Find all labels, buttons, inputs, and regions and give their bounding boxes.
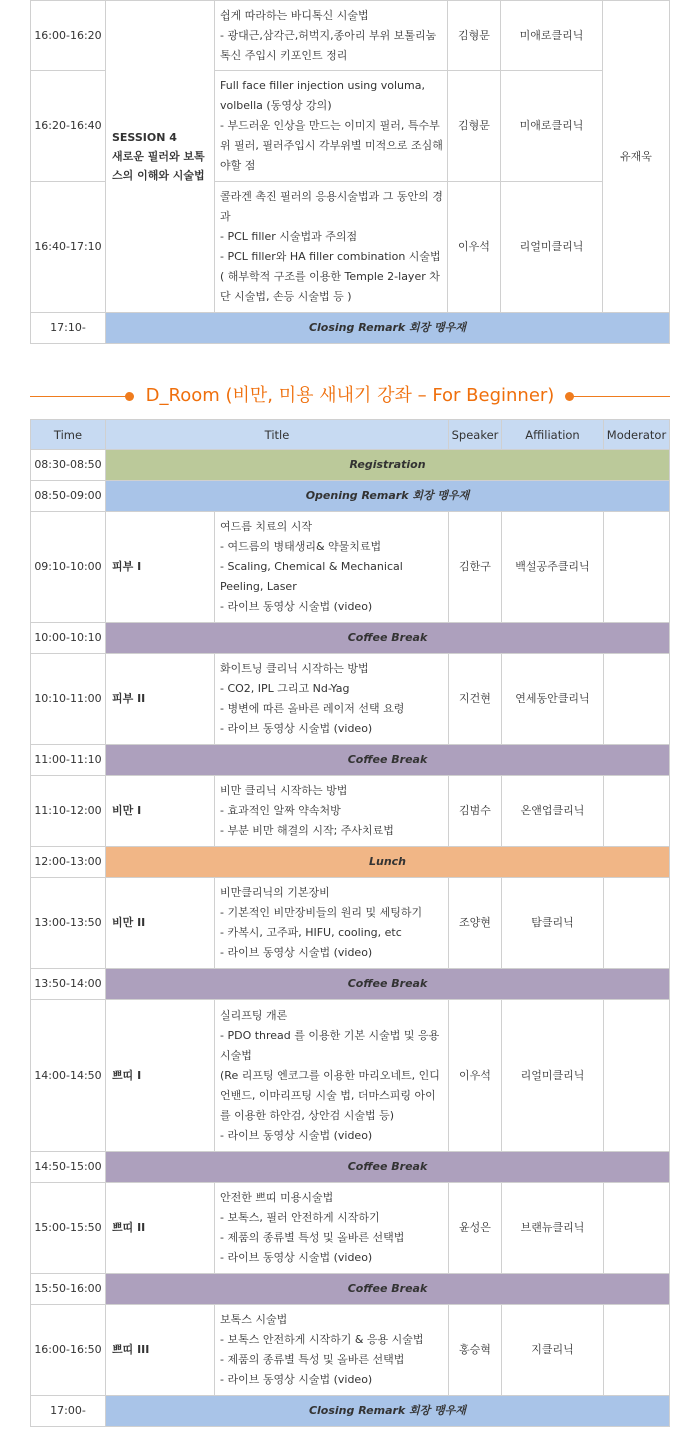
col-header-affiliation: Affiliation	[502, 420, 604, 450]
table-row: 13:00-13:50 비만 II 비만클리닉의 기본장비 - 기본적인 비만장비들의 원리 및 세팅하기 - 카복시, 고주파, HIFU, cooling, etc - 라이브 동영상 시술법 (video) 조양현 탐클리닉	[31, 878, 670, 969]
session-cell: 비만 II	[106, 878, 215, 969]
time-cell: 17:10-	[31, 313, 106, 344]
opening-remark-band: Opening Remark 회장 맹우재	[106, 481, 670, 512]
title-cell: 화이트닝 클리닉 시작하는 방법 - CO2, IPL 그리고 Nd-Yag - 병변에 따른 올바른 레이저 선택 요령 - 라이브 동영상 시술법 (video)	[215, 654, 449, 745]
d-room-table	[30, 419, 670, 1427]
room-heading	[0, 380, 700, 414]
session-cell: 피부 I	[106, 512, 215, 623]
table-row	[31, 1, 670, 71]
table-row: 15:00-15:50 쁘띠 II 안전한 쁘띠 미용시술법 - 보톡스, 필러 안전하게 시작하기 - 제품의 종류별 특성 및 올바른 선택법 - 라이브 동영상 시술법 (video) 윤성은 브랜뉴클리닉	[31, 1183, 670, 1274]
table-row: 11:10-12:00 비만 I 비만 클리닉 시작하는 방법 - 효과적인 알짜 약속처방 - 부분 비만 해결의 시작; 주사치료법 김범수 온앤업클리닉	[31, 776, 670, 847]
session-name: 새로운 필러와 보톡스의 이해와 시술법	[112, 150, 205, 182]
coffee-break-band: Coffee Break	[106, 969, 670, 1000]
speaker-cell: 이우석	[448, 182, 501, 313]
title-cell: 비만클리닉의 기본장비 - 기본적인 비만장비들의 원리 및 세팅하기 - 카복시, 고주파, HIFU, cooling, etc - 라이브 동영상 시술법 (video)	[215, 878, 449, 969]
closing-remark-band: Closing Remark 회장 맹우재	[106, 1396, 670, 1427]
session-cell: 쁘띠 III	[106, 1305, 215, 1396]
speaker-cell: 김형문	[448, 71, 501, 182]
session-cell: 쁘띠 I	[106, 1000, 215, 1152]
speaker-cell: 김형문	[448, 1, 501, 71]
title-cell: 쉽게 따라하는 바디톡신 시술법 - 광대근,삼각근,허벅지,종아리 부위 보툴리눔 톡신 주입시 키포인트 정리	[215, 1, 448, 71]
title-cell: 실리프팅 개론 - PDO thread 를 이용한 기본 시술법 및 응용시술법 (Re 리프팅 엔코그를 이용한 마리오네트, 인디언밴드, 이마리프팅 시술 법, 더마스피링 아이를 이용한 하안검, 상안검 시술법 등) - 라이브 동영상 시술법 (video)	[215, 1000, 449, 1152]
table-row: 08:50-09:00 Opening Remark 회장 맹우재	[31, 481, 670, 512]
table-row: 12:00-13:00 Lunch	[31, 847, 670, 878]
session-cell: 피부 II	[106, 654, 215, 745]
coffee-break-band: Coffee Break	[106, 1274, 670, 1305]
table-row: 16:00-16:50 쁘띠 III 보톡스 시술법 - 보톡스 안전하게 시작하기 & 응용 시술법 - 제품의 종류별 특성 및 올바른 선택법 - 라이브 동영상 시술법 (video) 홍승혁 지클리닉	[31, 1305, 670, 1396]
table-row: 08:30-08:50 Registration	[31, 450, 670, 481]
table-row: 15:50-16:00 Coffee Break	[31, 1274, 670, 1305]
coffee-break-band: Coffee Break	[106, 745, 670, 776]
table-row: 13:50-14:00 Coffee Break	[31, 969, 670, 1000]
title-cell: 비만 클리닉 시작하는 방법 - 효과적인 알짜 약속처방 - 부분 비만 해결의 시작; 주사치료법	[215, 776, 449, 847]
affiliation-cell: 리얼미클리닉	[501, 182, 603, 313]
title-cell: Full face filler injection using voluma, volbella (동영상 강의) - 부드러운 인상을 만드는 이미지 필러, 특수부위 필러, 필러주입시 각부위별 미적으로 조심해야할 점	[215, 71, 448, 182]
session-cell: 비만 I	[106, 776, 215, 847]
col-header-moderator: Moderator	[604, 420, 670, 450]
session-cell: 쁘띠 II	[106, 1183, 215, 1274]
table-row: 11:00-11:10 Coffee Break	[31, 745, 670, 776]
table-row	[31, 313, 670, 344]
affiliation-cell: 미애로클리닉	[501, 71, 603, 182]
table-row: 14:50-15:00 Coffee Break	[31, 1152, 670, 1183]
table-row: 14:00-14:50 쁘띠 I 실리프팅 개론 - PDO thread 를 이용한 기본 시술법 및 응용시술법 (Re 리프팅 엔코그를 이용한 마리오네트, 인디언밴드, 이마리프팅 시술 법, 더마스피링 아이를 이용한 하안검, 상안검 시술법 등) - 라이브 동영상 시술법 (video) 이우석 리얼미클리닉	[31, 1000, 670, 1152]
closing-remark-band: Closing Remark 회장 맹우재	[106, 313, 670, 344]
session-code: SESSION 4	[112, 131, 177, 144]
table-row: 09:10-10:00 피부 I 여드름 치료의 시작 - 여드름의 병태생리& 약물치료법 - Scaling, Chemical & Mechanical Peeling, Laser - 라이브 동영상 시술법 (video) 김한구 백설공주클리닉	[31, 512, 670, 623]
moderator-cell: 유재욱	[603, 1, 670, 313]
col-header-speaker: Speaker	[449, 420, 502, 450]
col-header-time: Time	[31, 420, 106, 450]
table-row: 10:00-10:10 Coffee Break	[31, 623, 670, 654]
table-header-row	[31, 420, 670, 450]
title-cell: 여드름 치료의 시작 - 여드름의 병태생리& 약물치료법 - Scaling, Chemical & Mechanical Peeling, Laser - 라이브 동영상 시술법 (video)	[215, 512, 449, 623]
coffee-break-band: Coffee Break	[106, 623, 670, 654]
table-row: 10:10-11:00 피부 II 화이트닝 클리닉 시작하는 방법 - CO2, IPL 그리고 Nd-Yag - 병변에 따른 올바른 레이저 선택 요령 - 라이브 동영상 시술법 (video) 지건현 연세동안클리닉	[31, 654, 670, 745]
time-cell: 16:00-16:20	[31, 1, 106, 71]
title-cell: 안전한 쁘띠 미용시술법 - 보톡스, 필러 안전하게 시작하기 - 제품의 종류별 특성 및 올바른 선택법 - 라이브 동영상 시술법 (video)	[215, 1183, 449, 1274]
table-row: 17:00- Closing Remark 회장 맹우재	[31, 1396, 670, 1427]
col-header-title: Title	[106, 420, 449, 450]
coffee-break-band: Coffee Break	[106, 1152, 670, 1183]
time-cell: 16:40-17:10	[31, 182, 106, 313]
room-title: D_Room (비만, 미용 새내기 강좌 – For Beginner)	[142, 385, 559, 406]
time-cell: 16:20-16:40	[31, 71, 106, 182]
session4-table	[30, 0, 670, 344]
title-cell: 보톡스 시술법 - 보톡스 안전하게 시작하기 & 응용 시술법 - 제품의 종류별 특성 및 올바른 선택법 - 라이브 동영상 시술법 (video)	[215, 1305, 449, 1396]
lunch-band: Lunch	[106, 847, 670, 878]
title-cell: 콜라겐 촉진 필러의 응용시술법과 그 동안의 경과 - PCL filler 시술법과 주의점 - PCL filler와 HA filler combination 시술법 ( 해부학적 구조를 이용한 Temple 2-layer 차단 시술법, 손등 시술법 등 )	[215, 182, 448, 313]
session-cell	[106, 1, 215, 313]
affiliation-cell: 미애로클리닉	[501, 1, 603, 71]
registration-band: Registration	[106, 450, 670, 481]
